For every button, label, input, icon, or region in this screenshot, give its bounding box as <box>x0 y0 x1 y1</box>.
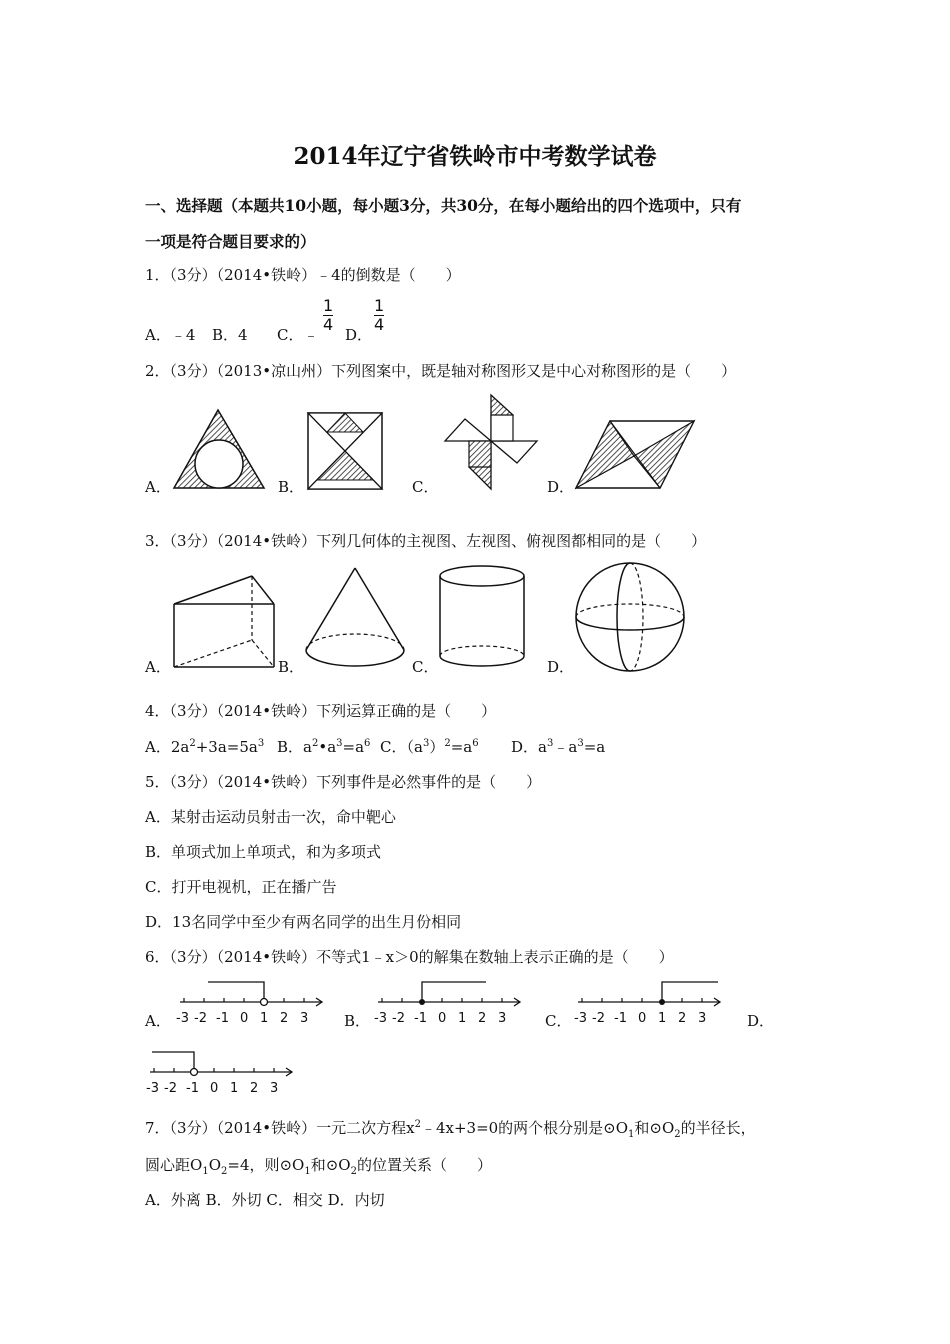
q4-label-d: D． <box>511 738 539 756</box>
q7-stem-line2 <box>145 1154 492 1175</box>
q7-stem-line1 <box>145 1117 756 1138</box>
q4-option-d <box>511 736 605 757</box>
exponent: 6 <box>364 738 371 749</box>
exponent: 3 <box>257 738 265 749</box>
cone-figure <box>304 566 406 670</box>
tick-label: 0 <box>638 1011 647 1026</box>
text-part: =4，则⊙O <box>227 1156 305 1174</box>
tick-label: -1 <box>614 1011 627 1026</box>
triangle-with-circle-figure <box>172 408 267 490</box>
tick-label: -2 <box>392 1011 405 1026</box>
fraction-numerator: 1 <box>323 296 334 315</box>
expr-part: （a <box>406 738 423 756</box>
tick-label: 0 <box>210 1081 219 1096</box>
expr-part: ﹣a <box>553 738 578 756</box>
q6-stem: 6．（3分）（2014•铁岭）不等式1﹣x＞0的解集在数轴上表示正确的是（ ） <box>145 948 674 966</box>
exponent: 3 <box>422 738 430 749</box>
q3-stem: 3．（3分）（2014•铁岭）下列几何体的主视图、左视图、俯视图都相同的是（ ） <box>145 532 707 550</box>
subscript: 2 <box>221 1166 228 1177</box>
q1-option-a: A．﹣4 <box>145 326 196 344</box>
q4-label-c: C． <box>380 738 407 756</box>
q1-stem: 1．（3分）（2014•铁岭）﹣4的倒数是（ ） <box>145 266 461 284</box>
fraction-denominator: 4 <box>374 315 385 334</box>
tick-label: 2 <box>250 1081 259 1096</box>
text-part: 和⊙O <box>310 1156 351 1174</box>
text-part: O <box>208 1156 221 1174</box>
q1-option-d: D． <box>345 326 373 344</box>
q1-option-b: B．4 <box>212 326 248 344</box>
tick-label: 0 <box>240 1011 249 1026</box>
q4-label-a: A． <box>145 738 171 756</box>
q4-label-b: B． <box>277 738 304 756</box>
q4-option-b <box>277 736 370 757</box>
q2-label-a: A． <box>145 478 171 496</box>
exponent: 3 <box>577 738 584 749</box>
q5-stem: 5．（3分）（2014•铁岭）下列事件是必然事件的是（ ） <box>145 773 542 791</box>
text-part: ﹣4x+3=0的两个根分别是⊙O <box>420 1119 629 1137</box>
expr-part: +3a=5a <box>195 738 258 756</box>
text-part: 7．（3分）（2014•铁岭）一元二次方程x <box>145 1119 415 1137</box>
pinwheel-figure <box>443 393 541 491</box>
expr-part: =a <box>450 738 473 756</box>
q6-label-c: C． <box>545 1012 572 1030</box>
text-part: 和⊙O <box>634 1119 675 1137</box>
q5-option-b: B．单项式加上单项式，和为多项式 <box>145 843 382 861</box>
tick-label: -1 <box>414 1011 427 1026</box>
q5-option-d: D．13名同学中至少有两名同学的出生月份相同 <box>145 913 462 931</box>
q4-option-a <box>145 736 264 757</box>
tick-label: 3 <box>498 1011 507 1026</box>
text-part: 的半径长， <box>680 1119 756 1137</box>
q2-label-c: C． <box>412 478 439 496</box>
fraction-numerator: 1 <box>374 296 385 315</box>
subscript: 1 <box>202 1166 209 1177</box>
tick-label: 3 <box>270 1081 279 1096</box>
tick-label: 3 <box>698 1011 707 1026</box>
expr-part: a <box>303 738 312 756</box>
q3-label-d: D． <box>547 658 575 676</box>
q7-options: A．外离 B．外切 C．相交 D．内切 <box>145 1191 385 1209</box>
q5-option-a: A．某射击运动员射击一次，命中靶心 <box>145 808 396 826</box>
q2-label-d: D． <box>547 478 575 496</box>
number-line-d <box>142 1048 298 1098</box>
tick-label: 2 <box>280 1011 289 1026</box>
exponent: 6 <box>472 738 479 749</box>
q6-label-a: A． <box>145 1012 171 1030</box>
tick-label: -1 <box>216 1011 229 1026</box>
tick-label: -1 <box>186 1081 199 1096</box>
square-diagonals-figure <box>307 412 383 490</box>
expr-part: ） <box>429 738 445 756</box>
subscript: 2 <box>674 1129 681 1140</box>
tick-label: 3 <box>300 1011 309 1026</box>
text-part: 的位置关系（ ） <box>356 1156 492 1174</box>
q3-label-b: B． <box>278 658 305 676</box>
number-line-a <box>172 978 328 1028</box>
cylinder-figure <box>438 564 526 670</box>
q2-stem: 2．（3分）（2013•凉山州）下列图案中，既是轴对称图形又是中心对称图形的是（ ） <box>145 362 737 380</box>
exponent: 2 <box>311 738 319 749</box>
section-heading-line2: 一项是符合题目要求的） <box>145 232 316 251</box>
tick-label: 1 <box>658 1011 667 1026</box>
text-part: 圆心距O <box>145 1156 203 1174</box>
q6-label-d: D． <box>747 1012 775 1030</box>
tick-label: -3 <box>574 1011 587 1026</box>
tick-label: -2 <box>164 1081 177 1096</box>
exponent: 2 <box>414 1119 421 1130</box>
page-title: 2014年辽宁省铁岭市中考数学试卷 <box>293 143 657 170</box>
q3-label-a: A． <box>145 658 171 676</box>
q2-label-b: B． <box>278 478 305 496</box>
tick-label: 1 <box>230 1081 239 1096</box>
subscript: 1 <box>628 1129 635 1140</box>
q4-stem: 4．（3分）（2014•铁岭）下列运算正确的是（ ） <box>145 702 497 720</box>
q5-option-c: C．打开电视机，正在播广告 <box>145 878 337 896</box>
subscript: 1 <box>304 1166 311 1177</box>
number-line-b <box>370 978 526 1028</box>
q6-label-b: B． <box>344 1012 371 1030</box>
parallelogram-figure <box>574 420 696 490</box>
section-heading-line1: 一、选择题（本题共10小题，每小题3分，共30分，在每小题给出的四个选项中，只有 <box>145 196 742 215</box>
subscript: 2 <box>350 1166 357 1177</box>
number-line-c <box>570 978 726 1028</box>
tick-label: -3 <box>146 1081 159 1096</box>
expr-part: =a <box>583 738 606 756</box>
q1-option-c-fraction <box>323 298 333 333</box>
q1-option-d-fraction <box>374 298 384 333</box>
expr-part: •a <box>318 738 337 756</box>
sphere-figure <box>572 562 688 672</box>
exponent: 2 <box>444 738 451 749</box>
tick-label: 2 <box>678 1011 687 1026</box>
expr-part: =a <box>342 738 365 756</box>
exponent: 3 <box>336 738 343 749</box>
tick-label: -3 <box>176 1011 189 1026</box>
fraction-denominator: 4 <box>323 315 334 334</box>
tick-label: 0 <box>438 1011 447 1026</box>
exponent: 2 <box>189 738 196 749</box>
exponent: 3 <box>546 738 554 749</box>
expr-part: 2a <box>170 738 190 756</box>
triangular-prism-figure <box>172 574 278 670</box>
tick-label: 1 <box>458 1011 467 1026</box>
q3-label-c: C． <box>412 658 439 676</box>
q1-option-c: C．﹣ <box>277 326 319 344</box>
tick-label: 1 <box>260 1011 269 1026</box>
tick-label: -2 <box>592 1011 605 1026</box>
tick-label: -3 <box>374 1011 387 1026</box>
tick-label: 2 <box>478 1011 487 1026</box>
expr-part: a <box>538 738 547 756</box>
tick-label: -2 <box>194 1011 207 1026</box>
q4-option-c <box>380 736 479 757</box>
